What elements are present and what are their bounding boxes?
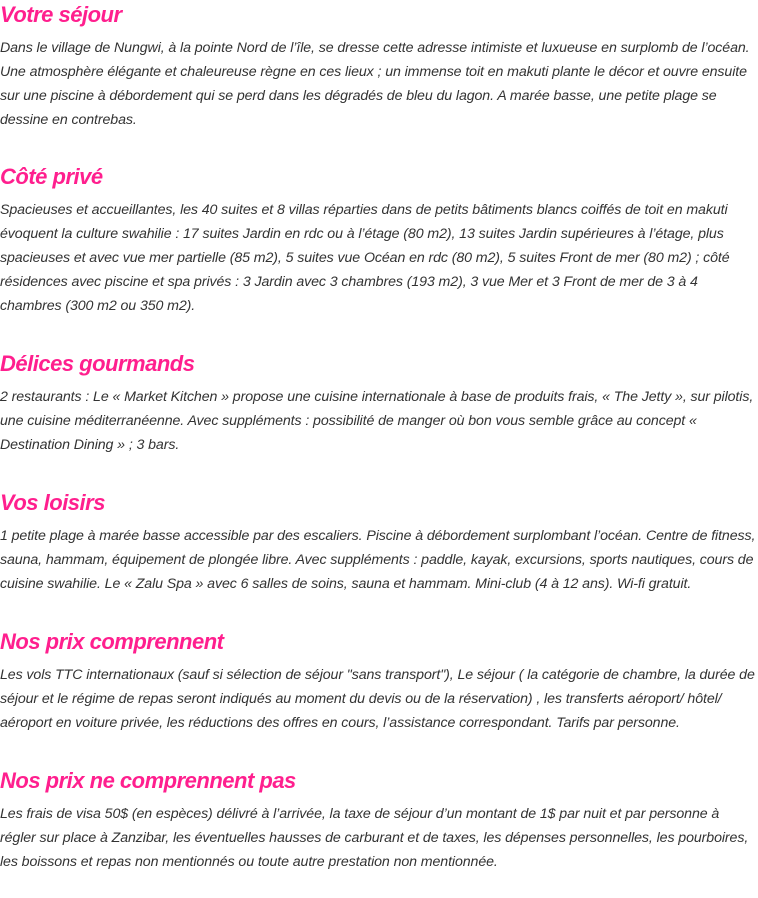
section-body: 2 restaurants : Le « Market Kitchen » propose une cuisine internationale à base de produits frais, « The Jetty », sur pilotis, une cuisine méditerranéenne. Avec suppléments : possibilité de manger où bon vous semble grâce au concept « Destination Dining » ; 3 bars.	[0, 389, 754, 453]
section-body: Les frais de visa 50$ (en espèces) délivré à l’arrivée, la taxe de séjour d’un montant de 1$ par nuit et par personne à régler sur place à Zanzibar, les éventuelles hausses de carburant et de taxes, les dépenses personnelles, les pourboires, les boissons et repas non mentionnés ou toute autre prestation non mentionnée.	[0, 806, 749, 870]
section-title: Votre séjour	[0, 2, 122, 27]
section-delices-gourmands	[0, 349, 758, 457]
section-title: Délices gourmands	[0, 351, 195, 376]
section-vos-loisirs	[0, 488, 758, 596]
section-body: Dans le village de Nungwi, à la pointe Nord de l’île, se dresse cette adresse intimiste et luxueuse en surplomb de l’océan. Une atmosphère élégante et chaleureuse règne en ces lieux ; un immense toit en makuti plante le décor et ouvre ensuite sur une piscine à débordement qui se perd dans les dégradés de bleu du lagon. A marée basse, une petite plage se dessine en contrebas.	[0, 40, 750, 128]
section-title: Nos prix ne comprennent pas	[0, 768, 296, 793]
section-prix-comprennent	[0, 627, 758, 735]
section-body: Spacieuses et accueillantes, les 40 suites et 8 villas réparties dans de petits bâtiments blancs coiffés de toit en makuti évoquent la culture swahilie : 17 suites Jardin en rdc ou à l’étage (80 m2), 13 suites Jardin supérieures à l’étage, plus spacieuses et avec vue mer partielle (85 m2), 5 suites vue Océan en rdc (80 m2), 5 suites Front de mer (80 m2) ; côté résidences avec piscine et spa privés : 3 Jardin avec 3 chambres (193 m2), 3 vue Mer et 3 Front de mer de 3 à 4 chambres (300 m2 ou 350 m2).	[0, 202, 730, 314]
section-cote-prive	[0, 162, 758, 318]
section-prix-ne-comprennent-pas	[0, 766, 758, 874]
section-votre-sejour	[0, 0, 758, 132]
section-body: Les vols TTC internationaux (sauf si sélection de séjour "sans transport"), Le séjour ( la catégorie de chambre, la durée de séjour et le régime de repas seront indiqués au moment du devis ou de la réservation) , les transferts aéroport/ hôtel/ aéroport en voiture privée, les réductions des offres en cours, l’assistance correspondant. Tarifs par personne.	[0, 667, 755, 731]
section-body: 1 petite plage à marée basse accessible par des escaliers. Piscine à débordement surplombant l’océan. Centre de fitness, sauna, hammam, équipement de plongée libre. Avec suppléments : paddle, kayak, excursions, sports nautiques, cours de cuisine swahilie. Le « Zalu Spa » avec 6 salles de soins, sauna et hammam. Mini-club (4 à 12 ans). Wi-fi gratuit.	[0, 528, 756, 592]
section-title: Vos loisirs	[0, 490, 105, 515]
section-title: Côté privé	[0, 164, 103, 189]
section-title: Nos prix comprennent	[0, 629, 224, 654]
